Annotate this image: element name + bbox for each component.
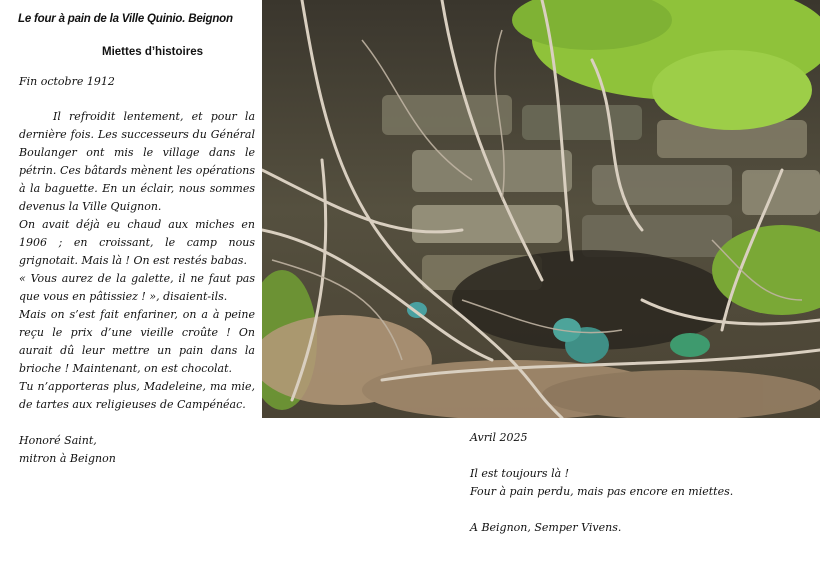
story-paragraph: On avait déjà eu chaud aux miches en 1906 ; en croissant, le camp nous grignotait. Mais là ! On est restés babas.: [19, 218, 255, 267]
story-paragraph: Tu n’apporteras plus, Madeleine, ma mie, de tartes aux religieuses de Campénéac.: [19, 380, 255, 411]
document-subtitle: Miettes d’histoires: [102, 46, 203, 58]
story-text: [19, 108, 255, 468]
epilogue-line: Four à pain perdu, mais pas encore en miettes.: [470, 485, 734, 498]
document-title: Le four à pain de la Ville Quinio. Beignon: [18, 13, 233, 25]
story-paragraph: Il refroidit lentement, et pour la dernière fois. Les successeurs du Général Boulanger ont mis le village dans le pétrin. Ces bâtards mènent les opérations à la baguette. En un éclair, nous sommes devenus la Ville Quignon.: [19, 110, 255, 213]
story-date: Fin octobre 1912: [19, 75, 115, 88]
epilogue-line: A Beignon, Semper Vivens.: [470, 521, 622, 534]
signature-name: Honoré Saint,: [19, 434, 97, 447]
photo-illustration: [262, 0, 820, 418]
text-column: [0, 0, 262, 574]
epilogue-date: Avril 2025: [470, 431, 528, 444]
epilogue: [470, 429, 800, 537]
epilogue-line: Il est toujours là !: [470, 467, 570, 480]
story-paragraph: « Vous aurez de la galette, il ne faut pas que vous en pâtissiez ! », disaient-ils.: [19, 272, 255, 303]
oven-ruin-photo: [262, 0, 820, 418]
story-paragraph: Mais on s’est fait enfariner, on a à peine reçu le prix d’une vieille croûte ! On aurait dû leur mettre un pain dans la brioche ! Maintenant, on est chocolat.: [19, 308, 255, 375]
signature-role: mitron à Beignon: [19, 452, 116, 465]
